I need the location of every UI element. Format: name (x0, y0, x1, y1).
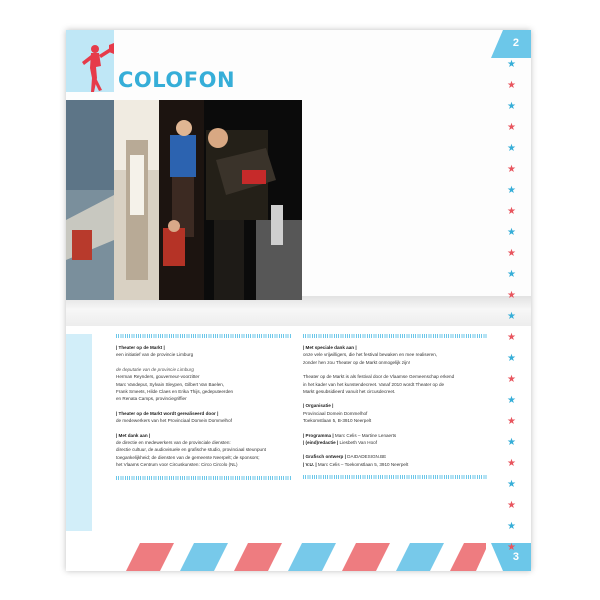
star-icon: ★ (507, 143, 516, 154)
block-line: de directie en medewerkers van de provinciale diensten: (116, 440, 231, 446)
colofon-right-column (303, 334, 488, 479)
star-icon: ★ (507, 332, 516, 343)
block-line: de medewerkers van het Provinciaal Domein Dommelhof (116, 418, 232, 424)
text-block (116, 432, 291, 469)
dotted-rule (116, 476, 291, 480)
block-line (303, 453, 488, 460)
star-icon: ★ (507, 227, 516, 238)
text-block (116, 366, 291, 403)
page-number-tab-top (491, 30, 531, 58)
text-block (303, 453, 488, 468)
block-line: in het kader van het kunstendecreet. Vanaf 2010 wordt Theater op de (303, 381, 445, 387)
text-block (116, 344, 291, 359)
block-italic-line: de deputatie van de provincie Limburg (116, 366, 194, 372)
text-block (303, 344, 488, 366)
star-icon: ★ (507, 269, 516, 280)
block-line: Markt gesubsidieerd vanuit het circusdecreet. (303, 389, 396, 395)
star-icon: ★ (507, 206, 516, 217)
block-heading: | Met dank aan | (116, 432, 151, 438)
block-line: Provinciaal Domein Dommelhof (303, 410, 368, 416)
star-icon: ★ (507, 416, 516, 427)
block-heading: | Met speciale dank aan | (303, 345, 357, 350)
star-icon: ★ (507, 374, 516, 385)
booklet-spread (66, 30, 531, 571)
text-block (303, 432, 488, 447)
star-icon: ★ (507, 101, 516, 112)
block-line: Theater op de Markt is als festival door de Vlaamse Gemeenschap erkend (303, 374, 455, 380)
credit-label: | Grafisch ontwerp | (303, 454, 346, 460)
block-line: Toekomstlaan 5, B-3910 Neerpelt (303, 418, 372, 424)
block-heading: | Theater op de Markt wordt gerealiseerd door | (116, 410, 219, 416)
star-icon: ★ (507, 311, 516, 322)
star-icon: ★ (507, 164, 516, 175)
page-fold (66, 296, 531, 326)
text-block (303, 373, 488, 395)
credit-value: DAIDADESIGN.BE (345, 454, 387, 460)
block-line: Marc Vandeput, Sylvain Sleypen, Gilbert Van Baelen, (116, 381, 225, 387)
block-line: en Renata Camps, provinciegriffier (116, 396, 187, 402)
star-icon: ★ (507, 479, 516, 490)
star-icon: ★ (507, 521, 516, 532)
dotted-rule (116, 334, 291, 338)
theater-photo-collage (66, 100, 302, 300)
text-block (303, 402, 488, 424)
star-icon: ★ (507, 437, 516, 448)
credit-label: | V.U. | (303, 461, 317, 467)
star-icon: ★ (507, 353, 516, 364)
star-icon: ★ (507, 500, 516, 511)
credit-label: | (eind)redactie | (303, 440, 339, 446)
block-line: Herman Reynders, gouverneur-voorzitter (116, 374, 200, 380)
block-line: onze vele vrijwilligers, die het festival bewaken en mee realiseren, (303, 352, 438, 358)
star-icon: ★ (507, 59, 516, 70)
block-line (303, 461, 488, 468)
block-heading: | Organisatie | (303, 403, 334, 409)
dotted-rule (303, 475, 488, 479)
cyan-side-strip (66, 334, 92, 531)
page-title: COLOFON (118, 68, 236, 92)
block-line (303, 439, 488, 446)
credit-label: | Programma | (303, 432, 334, 438)
star-icon: ★ (507, 395, 516, 406)
credit-value: Liesbeth Van Hoof (338, 440, 377, 446)
credit-value: Marc Celis – Martine Lenaerts (333, 432, 397, 438)
page-number-top: 2 (512, 37, 519, 49)
dotted-rule (303, 334, 488, 338)
block-line: zonder hen zou Theater op de Markt onmogelijk zijn! (303, 359, 410, 365)
star-icon: ★ (507, 185, 516, 196)
trumpet-figure-logo-icon (74, 40, 114, 95)
star-icon: ★ (507, 122, 516, 133)
credit-value: Marc Celis – Toekomstlaan 5, 3910 Neerpelt (316, 461, 409, 467)
colofon-left-column (116, 334, 291, 480)
block-heading: | Theater op de Markt | (116, 345, 165, 350)
star-icon: ★ (507, 542, 516, 553)
block-line: directie cultuur, de audiovisuele en grafische studio, provinciaal steunpunt (116, 447, 266, 453)
text-block (116, 410, 291, 425)
star-icon: ★ (507, 458, 516, 469)
airmail-stripes (126, 543, 486, 571)
block-line (303, 432, 488, 439)
block-line: toegankelijkheid; de diensten van de gemeente Neerpelt; de sponsors; (116, 454, 260, 460)
block-line: Frank Smeets, Hilde Claes en Erika Thijs, gedeputeerden (116, 389, 234, 395)
star-icon: ★ (507, 290, 516, 301)
block-line: het Vlaams Centrum voor Circuskunsten: Circo Circolo (NL) (116, 462, 238, 468)
star-icon: ★ (507, 80, 516, 91)
block-line: een initiatief van de provincie Limburg (116, 352, 194, 358)
page-number-bottom: 3 (512, 551, 519, 563)
star-icon: ★ (507, 248, 516, 259)
